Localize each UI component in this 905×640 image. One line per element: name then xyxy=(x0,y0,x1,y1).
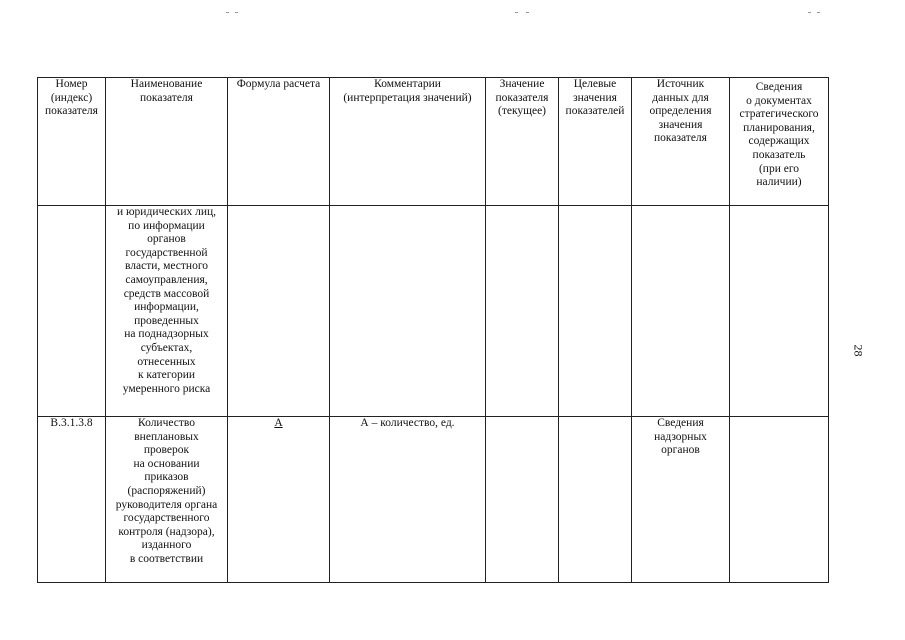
table-row xyxy=(38,417,829,583)
table-row xyxy=(38,206,829,417)
cell-name: и юридических лиц, по информации органов государственной власти, местного самоуправления, средств массовой информации, проведенных на поднадзорных субъектах, отнесенных к категории умеренного риска xyxy=(106,206,228,417)
cell-comment xyxy=(330,206,486,417)
header-comment: Комментарии (интерпретация значений) xyxy=(330,78,486,206)
cell-data-source: Сведения надзорных органов xyxy=(632,417,730,583)
cell-index xyxy=(38,206,106,417)
scan-speck xyxy=(515,12,518,13)
cell-index: В.3.1.3.8 xyxy=(38,417,106,583)
header-current-value: Значение показателя (текущее) xyxy=(486,78,559,206)
scan-speck xyxy=(526,12,529,13)
cell-target-values xyxy=(559,417,632,583)
header-data-source: Источник данных для определения значения показателя xyxy=(632,78,730,206)
cell-name: Количество внеплановых проверок на основании приказов (распоряжений) руководителя органа государственного контроля (надзора), изданного в соответствии xyxy=(106,417,228,583)
cell-current-value xyxy=(486,206,559,417)
cell-current-value xyxy=(486,417,559,583)
cell-strategic-documents xyxy=(730,417,829,583)
cell-comment: А – количество, ед. xyxy=(330,417,486,583)
header-formula: Формула расчета xyxy=(228,78,330,206)
scan-speck xyxy=(817,12,820,13)
page-number: 28 xyxy=(851,344,866,357)
cell-formula xyxy=(228,206,330,417)
scan-speck xyxy=(808,12,811,13)
header-index: Номер (индекс) показателя xyxy=(38,78,106,206)
cell-strategic-documents xyxy=(730,206,829,417)
indicators-table xyxy=(37,77,829,583)
scan-speck xyxy=(235,12,238,13)
cell-data-source xyxy=(632,206,730,417)
header-strategic-documents: Сведения о документах стратегического планирования, содержащих показатель (при его наличии) xyxy=(730,78,829,206)
scan-speck xyxy=(226,12,229,13)
table-header-row xyxy=(38,78,829,206)
cell-target-values xyxy=(559,206,632,417)
cell-formula: А xyxy=(228,417,330,583)
header-name: Наименование показателя xyxy=(106,78,228,206)
header-target-values: Целевые значения показателей xyxy=(559,78,632,206)
